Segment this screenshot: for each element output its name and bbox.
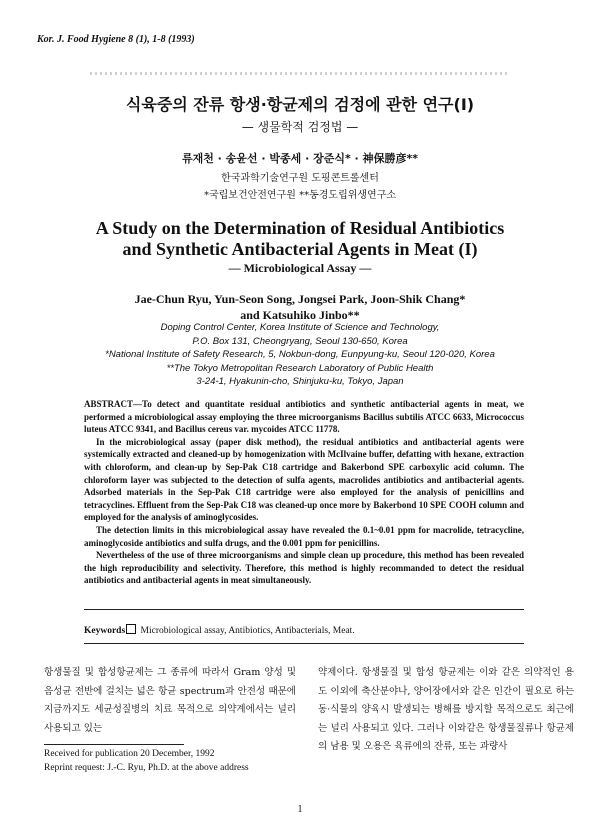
body-column-left: 항생물질 및 합성항균제는 그 종류에 따라서 Gram 양성 및 음성균 전반에 걸치는 넓은 항균 spectrum과 안전성 때문에 지금까지도 세균성질병의 치료 목적으로 의약계에서는 널리 사용되고 있는 [44,667,296,734]
keywords-label: Keywords [84,626,126,636]
footnote [44,747,304,775]
english-authors [0,291,600,323]
korean-affiliation-2: *국립보건안전연구원 **동경도립위생연구소 [203,190,397,201]
abstract [84,398,524,587]
affiliation-line: **The Tokyo Metropolitan Research Laboratory of Public Health [166,362,434,374]
body-column-right: 약제이다. 항생물질 및 합성 항균제는 이와 같은 의약적인 용도 이외에 축산분야나, 양어장에서와 같은 인간이 필요로 하는 동·식물의 양육시 발생되는 병해를 방지할 목적으로도 최근에는 널리 사용되고 있다. 그러나 이와같은 항생물질류나 항균제의 남용 및 오용은 육류에의 잔류, 또는 과량사 [318,667,574,752]
checkbox-icon [126,624,136,634]
affiliation-line: P.O. Box 131, Cheongryang, Seoul 130-650, Korea [192,335,408,347]
english-affiliations [0,321,600,389]
footnote-reprint: Reprint request: J.-C. Ryu, Ph.D. at the above address [44,763,249,773]
english-authors-line-1: Jae-Chun Ryu, Yun-Seon Song, Jongsei Park, Joon-Shik Chang* [134,292,466,306]
keywords-text: Microbiological assay, Antibiotics, Antibacterials, Meat. [140,626,355,636]
abstract-paragraph: In the microbiological assay (paper disk method), the residual antibiotics and antibacterial agents were systemically extracted and cleaned-up by homogenization with McIlvaine buffer, defatting with hexane, extraction with chloroform, and clean-up by Sep-Pak C18 cartridge and Bakerbond SPE carboxylic acid column. The chloroform layer was subjected to the detection of sulfa agents, macrolides antibiotics and antibacterial agents. Adsorbed materials in the Sep-Pak C18 cartridge were also employed for the analysis of penicillins and tetracyclines. Effluent from the Sep-Pak C18 was cleaned-up once more by Bakerbond 10 SPE COOH column and employed for the analysis of aminoglycosides. [84,436,524,523]
english-title-line-1: A Study on the Determination of Residual Antibiotics [95,218,505,238]
abstract-paragraph: Nevertheless of the use of three microorganisms and simple clean up procedure, this method has been revealed the high reproducibility and selectivity. Therefore, this method is highly recommanded to detect the residual antibiotics and antibacterial agents in meat simultaneously. [84,550,524,586]
affiliation-line: Doping Control Center, Korea Institute of Science and Technology, [160,322,440,333]
korean-affiliation-1: 한국과학기술연구원 도핑콘트롤센터 [221,173,379,184]
korean-title: 식육중의 잔류 항생·항균제의 검정에 관한 연구(I) [125,95,475,114]
keywords [84,624,355,636]
english-subtitle: — Microbiological Assay — [228,261,372,275]
divider [84,643,524,644]
english-authors-line-2: and Katsuhiko Jinbo** [240,308,360,322]
footnote-received: Received for publication 20 December, 1992 [44,749,215,759]
divider [84,609,524,610]
affiliation-line: 3-24-1, Hyakunin-cho, Shinjuku-ku, Tokyo, Japan [196,376,404,387]
footnote-divider [44,744,184,745]
abstract-paragraph: ABSTRACT—To detect and quantitate residual antibiotics and synthetic antibacterial agents in meat, we performed a microbiological assay employing the three microorganisms Bacillus subtilis ATCC 6633, Micrococcus luteus ATCC 9341, and Bacillus cereus var. mycoides ATCC 11778. [84,399,524,435]
header-decoration [90,72,510,75]
english-title [0,218,600,260]
affiliation-line: *National Institute of Safety Research, 5, Nokbun-dong, Eunpyung-ku, Seoul 120-020, Korea [105,349,495,360]
korean-subtitle: — 생물학적 검정법 — [241,120,359,134]
korean-authors: 류재천 · 송윤선 · 박종세 · 장준식* · 神保勝彦** [181,152,419,165]
english-title-line-2: and Synthetic Antibacterial Agents in Meat (I) [122,239,478,259]
page-number: 1 [297,804,303,815]
abstract-paragraph: The detection limits in this microbiological assay have revealed the 0.1~0.01 ppm for macrolide, tetracycline, aminoglycoside antibiotics and sulfa drugs, and the 0.001 ppm for penicillins. [84,524,524,548]
journal-citation: Kor. J. Food Hygiene 8 (1), 1-8 (1993) [37,34,195,45]
